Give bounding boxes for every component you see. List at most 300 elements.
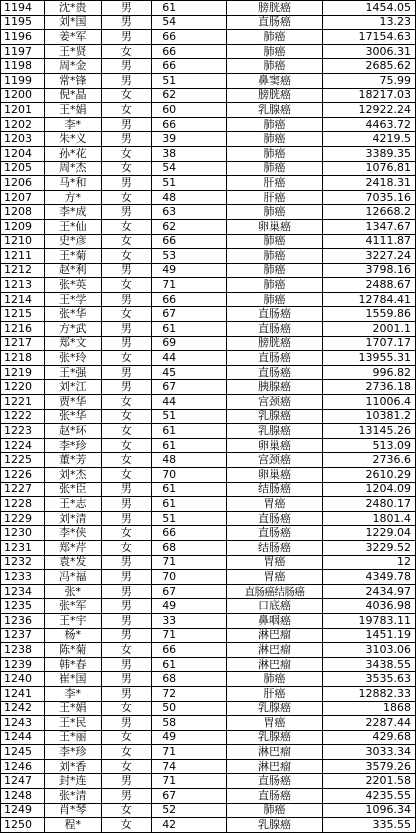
name-cell: 周*金 [44, 59, 101, 74]
gender-cell: 男 [101, 205, 152, 220]
name-cell: 郑*芹 [44, 540, 101, 555]
table-row [1, 759, 416, 774]
row-number-cell: 1228 [1, 497, 45, 512]
age-cell: 67 [152, 789, 227, 804]
age-cell: 66 [152, 59, 227, 74]
diagnosis-cell: 肺癌 [226, 234, 323, 249]
name-cell: 张*英 [44, 278, 101, 293]
diagnosis-cell: 乳腺癌 [226, 818, 323, 833]
name-cell: 倪*晶 [44, 88, 101, 103]
name-cell: 陈*菊 [44, 643, 101, 658]
name-cell: 李* [44, 686, 101, 701]
name-cell: 杨* [44, 628, 101, 643]
row-number-cell: 1209 [1, 219, 45, 234]
diagnosis-cell: 直肠癌 [226, 365, 323, 380]
gender-cell: 女 [101, 103, 152, 118]
name-cell: 王*强 [44, 365, 101, 380]
name-cell: 王*仙 [44, 219, 101, 234]
row-number-cell: 1210 [1, 234, 45, 249]
row-number-cell: 1200 [1, 88, 45, 103]
table-row [1, 526, 416, 541]
row-number-cell: 1239 [1, 657, 45, 672]
name-cell: 张* [44, 584, 101, 599]
amount-cell: 2418.31 [323, 176, 416, 191]
name-cell: 王*菊 [44, 249, 101, 264]
name-cell: 史*彦 [44, 234, 101, 249]
table-row [1, 453, 416, 468]
table-row [1, 380, 416, 395]
age-cell: 61 [152, 497, 227, 512]
table-row [1, 468, 416, 483]
table-row [1, 44, 416, 59]
amount-cell: 1204.09 [323, 482, 416, 497]
diagnosis-cell: 淋巴瘤 [226, 759, 323, 774]
amount-cell: 1454.05 [323, 1, 416, 16]
gender-cell: 女 [101, 745, 152, 760]
name-cell: 周*杰 [44, 161, 101, 176]
row-number-cell: 1203 [1, 132, 45, 147]
amount-cell: 3229.52 [323, 540, 416, 555]
row-number-cell: 1232 [1, 555, 45, 570]
diagnosis-cell: 乳腺癌 [226, 424, 323, 439]
name-cell: 贾*华 [44, 395, 101, 410]
row-number-cell: 1237 [1, 628, 45, 643]
table-row [1, 190, 416, 205]
table-row [1, 219, 416, 234]
amount-cell: 11006.4 [323, 395, 416, 410]
diagnosis-cell: 直肠癌 [226, 351, 323, 366]
diagnosis-cell: 肺癌 [226, 672, 323, 687]
gender-cell: 男 [101, 599, 152, 614]
amount-cell: 2480.17 [323, 497, 416, 512]
table-row [1, 643, 416, 658]
amount-cell: 12882.33 [323, 686, 416, 701]
table-row [1, 730, 416, 745]
amount-cell: 1076.81 [323, 161, 416, 176]
age-cell: 42 [152, 818, 227, 833]
row-number-cell: 1246 [1, 759, 45, 774]
row-number-cell: 1243 [1, 716, 45, 731]
row-number-cell: 1213 [1, 278, 45, 293]
amount-cell: 3227.24 [323, 249, 416, 264]
amount-cell: 2610.29 [323, 468, 416, 483]
amount-cell: 13955.31 [323, 351, 416, 366]
gender-cell: 男 [101, 176, 152, 191]
name-cell: 肖*琴 [44, 803, 101, 818]
gender-cell: 男 [101, 30, 152, 45]
age-cell: 49 [152, 599, 227, 614]
amount-cell: 3103.06 [323, 643, 416, 658]
gender-cell: 男 [101, 497, 152, 512]
diagnosis-cell: 淋巴瘤 [226, 745, 323, 760]
age-cell: 61 [152, 322, 227, 337]
name-cell: 李* [44, 117, 101, 132]
name-cell: 常*锋 [44, 73, 101, 88]
table-row [1, 482, 416, 497]
age-cell: 51 [152, 511, 227, 526]
row-number-cell: 1204 [1, 146, 45, 161]
diagnosis-cell: 肺癌 [226, 249, 323, 264]
amount-cell: 429.68 [323, 730, 416, 745]
diagnosis-cell: 乳腺癌 [226, 409, 323, 424]
amount-cell: 1347.67 [323, 219, 416, 234]
diagnosis-cell: 鼻窦癌 [226, 73, 323, 88]
gender-cell: 男 [101, 789, 152, 804]
table-row [1, 278, 416, 293]
name-cell: 程* [44, 818, 101, 833]
row-number-cell: 1250 [1, 818, 45, 833]
name-cell: 王*娟 [44, 103, 101, 118]
amount-cell: 2001.1 [323, 322, 416, 337]
table-row [1, 59, 416, 74]
age-cell: 49 [152, 263, 227, 278]
table-row [1, 146, 416, 161]
table-row [1, 701, 416, 716]
row-number-cell: 1241 [1, 686, 45, 701]
table-row [1, 686, 416, 701]
age-cell: 44 [152, 351, 227, 366]
name-cell: 姜*军 [44, 30, 101, 45]
diagnosis-cell: 直肠癌结肠癌 [226, 584, 323, 599]
table-row [1, 15, 416, 30]
row-number-cell: 1225 [1, 453, 45, 468]
name-cell: 冯*福 [44, 570, 101, 585]
table-row [1, 395, 416, 410]
gender-cell: 女 [101, 351, 152, 366]
table-row [1, 73, 416, 88]
diagnosis-cell: 膀胱癌 [226, 88, 323, 103]
name-cell: 袁*发 [44, 555, 101, 570]
table-row [1, 161, 416, 176]
row-number-cell: 1195 [1, 15, 45, 30]
amount-cell: 3389.35 [323, 146, 416, 161]
amount-cell: 4111.87 [323, 234, 416, 249]
gender-cell: 男 [101, 716, 152, 731]
amount-cell: 3535.63 [323, 672, 416, 687]
diagnosis-cell: 鼻咽癌 [226, 613, 323, 628]
table-row [1, 351, 416, 366]
gender-cell: 女 [101, 278, 152, 293]
row-number-cell: 1201 [1, 103, 45, 118]
age-cell: 53 [152, 249, 227, 264]
amount-cell: 3579.26 [323, 759, 416, 774]
row-number-cell: 1227 [1, 482, 45, 497]
diagnosis-cell: 肺癌 [226, 161, 323, 176]
gender-cell: 男 [101, 570, 152, 585]
age-cell: 33 [152, 613, 227, 628]
name-cell: 刘*杰 [44, 468, 101, 483]
gender-cell: 男 [101, 774, 152, 789]
table-row [1, 205, 416, 220]
name-cell: 王*宇 [44, 613, 101, 628]
amount-cell: 4036.98 [323, 599, 416, 614]
row-number-cell: 1212 [1, 263, 45, 278]
diagnosis-cell: 卵巢癌 [226, 438, 323, 453]
age-cell: 51 [152, 176, 227, 191]
row-number-cell: 1217 [1, 336, 45, 351]
name-cell: 张*臣 [44, 482, 101, 497]
age-cell: 38 [152, 146, 227, 161]
gender-cell: 女 [101, 818, 152, 833]
table-row [1, 409, 416, 424]
amount-cell: 513.09 [323, 438, 416, 453]
table-row [1, 234, 416, 249]
age-cell: 66 [152, 643, 227, 658]
table-row [1, 497, 416, 512]
amount-cell: 1801.4 [323, 511, 416, 526]
age-cell: 67 [152, 380, 227, 395]
diagnosis-cell: 肺癌 [226, 803, 323, 818]
age-cell: 66 [152, 117, 227, 132]
table-row [1, 745, 416, 760]
table-row [1, 599, 416, 614]
diagnosis-cell: 肝癌 [226, 176, 323, 191]
diagnosis-cell: 直肠癌 [226, 789, 323, 804]
name-cell: 孙*花 [44, 146, 101, 161]
gender-cell: 男 [101, 336, 152, 351]
gender-cell: 男 [101, 613, 152, 628]
diagnosis-cell: 直肠癌 [226, 511, 323, 526]
gender-cell: 女 [101, 540, 152, 555]
gender-cell: 男 [101, 1, 152, 16]
row-number-cell: 1229 [1, 511, 45, 526]
row-number-cell: 1249 [1, 803, 45, 818]
amount-cell: 335.55 [323, 818, 416, 833]
age-cell: 61 [152, 482, 227, 497]
age-cell: 51 [152, 409, 227, 424]
gender-cell: 女 [101, 146, 152, 161]
age-cell: 54 [152, 15, 227, 30]
table-row [1, 88, 416, 103]
age-cell: 61 [152, 1, 227, 16]
name-cell: 韩*春 [44, 657, 101, 672]
age-cell: 67 [152, 584, 227, 599]
age-cell: 61 [152, 657, 227, 672]
age-cell: 58 [152, 716, 227, 731]
amount-cell: 1707.17 [323, 336, 416, 351]
diagnosis-cell: 结肠癌 [226, 482, 323, 497]
age-cell: 49 [152, 730, 227, 745]
age-cell: 66 [152, 292, 227, 307]
diagnosis-cell: 肺癌 [226, 44, 323, 59]
name-cell: 沈*贵 [44, 1, 101, 16]
age-cell: 68 [152, 540, 227, 555]
gender-cell: 女 [101, 249, 152, 264]
age-cell: 45 [152, 365, 227, 380]
row-number-cell: 1207 [1, 190, 45, 205]
name-cell: 方*武 [44, 322, 101, 337]
amount-cell: 1096.34 [323, 803, 416, 818]
gender-cell: 男 [101, 322, 152, 337]
table-row [1, 336, 416, 351]
row-number-cell: 1205 [1, 161, 45, 176]
row-number-cell: 1211 [1, 249, 45, 264]
amount-cell: 13.23 [323, 15, 416, 30]
amount-cell: 2488.67 [323, 278, 416, 293]
amount-cell: 3033.34 [323, 745, 416, 760]
table-row [1, 438, 416, 453]
row-number-cell: 1202 [1, 117, 45, 132]
amount-cell: 18217.03 [323, 88, 416, 103]
row-number-cell: 1197 [1, 44, 45, 59]
diagnosis-cell: 乳腺癌 [226, 730, 323, 745]
amount-cell: 2736.18 [323, 380, 416, 395]
diagnosis-cell: 淋巴瘤 [226, 643, 323, 658]
row-number-cell: 1223 [1, 424, 45, 439]
amount-cell: 13145.26 [323, 424, 416, 439]
table-row [1, 249, 416, 264]
name-cell: 封*连 [44, 774, 101, 789]
row-number-cell: 1231 [1, 540, 45, 555]
age-cell: 70 [152, 570, 227, 585]
table-row [1, 292, 416, 307]
gender-cell: 女 [101, 219, 152, 234]
row-number-cell: 1226 [1, 468, 45, 483]
row-number-cell: 1235 [1, 599, 45, 614]
diagnosis-cell: 肺癌 [226, 59, 323, 74]
diagnosis-cell: 淋巴瘤 [226, 657, 323, 672]
gender-cell: 男 [101, 584, 152, 599]
age-cell: 71 [152, 745, 227, 760]
amount-cell: 12668.2 [323, 205, 416, 220]
name-cell: 郑*文 [44, 336, 101, 351]
row-number-cell: 1220 [1, 380, 45, 395]
diagnosis-cell: 直肠癌 [226, 774, 323, 789]
gender-cell: 女 [101, 701, 152, 716]
diagnosis-cell: 胃癌 [226, 716, 323, 731]
amount-cell: 2201.58 [323, 774, 416, 789]
amount-cell: 75.99 [323, 73, 416, 88]
diagnosis-cell: 卵巢癌 [226, 219, 323, 234]
row-number-cell: 1242 [1, 701, 45, 716]
amount-cell: 2434.97 [323, 584, 416, 599]
row-number-cell: 1215 [1, 307, 45, 322]
diagnosis-cell: 肺癌 [226, 146, 323, 161]
age-cell: 61 [152, 438, 227, 453]
age-cell: 72 [152, 686, 227, 701]
age-cell: 48 [152, 453, 227, 468]
age-cell: 71 [152, 555, 227, 570]
amount-cell: 1451.19 [323, 628, 416, 643]
gender-cell: 男 [101, 59, 152, 74]
amount-cell: 4349.78 [323, 570, 416, 585]
gender-cell: 女 [101, 409, 152, 424]
row-number-cell: 1206 [1, 176, 45, 191]
table-row [1, 176, 416, 191]
table-row [1, 132, 416, 147]
table-row [1, 365, 416, 380]
table-row [1, 322, 416, 337]
diagnosis-cell: 卵巢癌 [226, 468, 323, 483]
gender-cell: 男 [101, 628, 152, 643]
age-cell: 44 [152, 395, 227, 410]
row-number-cell: 1196 [1, 30, 45, 45]
amount-cell: 3798.16 [323, 263, 416, 278]
table-row [1, 584, 416, 599]
amount-cell: 7035.16 [323, 190, 416, 205]
table-row [1, 789, 416, 804]
gender-cell: 女 [101, 88, 152, 103]
name-cell: 李*珍 [44, 438, 101, 453]
table-row [1, 672, 416, 687]
amount-cell: 1868 [323, 701, 416, 716]
table-row [1, 555, 416, 570]
amount-cell: 4219.5 [323, 132, 416, 147]
row-number-cell: 1194 [1, 1, 45, 16]
name-cell: 李*侠 [44, 526, 101, 541]
diagnosis-cell: 胃癌 [226, 570, 323, 585]
age-cell: 71 [152, 774, 227, 789]
name-cell: 赵*环 [44, 424, 101, 439]
diagnosis-cell: 膀胱癌 [226, 336, 323, 351]
row-number-cell: 1245 [1, 745, 45, 760]
name-cell: 李*成 [44, 205, 101, 220]
gender-cell: 女 [101, 759, 152, 774]
diagnosis-cell: 乳腺癌 [226, 701, 323, 716]
name-cell: 李*珍 [44, 745, 101, 760]
diagnosis-cell: 胰腺癌 [226, 380, 323, 395]
age-cell: 67 [152, 307, 227, 322]
name-cell: 方* [44, 190, 101, 205]
diagnosis-cell: 结肠癌 [226, 540, 323, 555]
age-cell: 69 [152, 336, 227, 351]
table-row [1, 424, 416, 439]
gender-cell: 女 [101, 190, 152, 205]
name-cell: 刘*清 [44, 511, 101, 526]
diagnosis-cell: 膀胱癌 [226, 1, 323, 16]
amount-cell: 3438.55 [323, 657, 416, 672]
name-cell: 马*和 [44, 176, 101, 191]
age-cell: 66 [152, 30, 227, 45]
amount-cell: 17154.63 [323, 30, 416, 45]
age-cell: 68 [152, 672, 227, 687]
table-row [1, 613, 416, 628]
age-cell: 48 [152, 190, 227, 205]
name-cell: 赵*利 [44, 263, 101, 278]
name-cell: 王*贤 [44, 44, 101, 59]
age-cell: 50 [152, 701, 227, 716]
row-number-cell: 1199 [1, 73, 45, 88]
gender-cell: 男 [101, 672, 152, 687]
name-cell: 刘*国 [44, 15, 101, 30]
gender-cell: 男 [101, 263, 152, 278]
table-row [1, 30, 416, 45]
diagnosis-cell: 肺癌 [226, 263, 323, 278]
amount-cell: 12922.24 [323, 103, 416, 118]
table-row [1, 716, 416, 731]
table-row [1, 263, 416, 278]
name-cell: 张*华 [44, 307, 101, 322]
table-row [1, 657, 416, 672]
row-number-cell: 1240 [1, 672, 45, 687]
table-row [1, 540, 416, 555]
gender-cell: 男 [101, 365, 152, 380]
diagnosis-cell: 宫颈癌 [226, 453, 323, 468]
gender-cell: 女 [101, 234, 152, 249]
gender-cell: 女 [101, 424, 152, 439]
amount-cell: 19783.11 [323, 613, 416, 628]
age-cell: 63 [152, 205, 227, 220]
row-number-cell: 1238 [1, 643, 45, 658]
row-number-cell: 1216 [1, 322, 45, 337]
name-cell: 张*华 [44, 409, 101, 424]
age-cell: 51 [152, 73, 227, 88]
row-number-cell: 1219 [1, 365, 45, 380]
diagnosis-cell: 肺癌 [226, 292, 323, 307]
diagnosis-cell: 肺癌 [226, 132, 323, 147]
diagnosis-cell: 淋巴瘤 [226, 628, 323, 643]
diagnosis-cell: 肺癌 [226, 278, 323, 293]
